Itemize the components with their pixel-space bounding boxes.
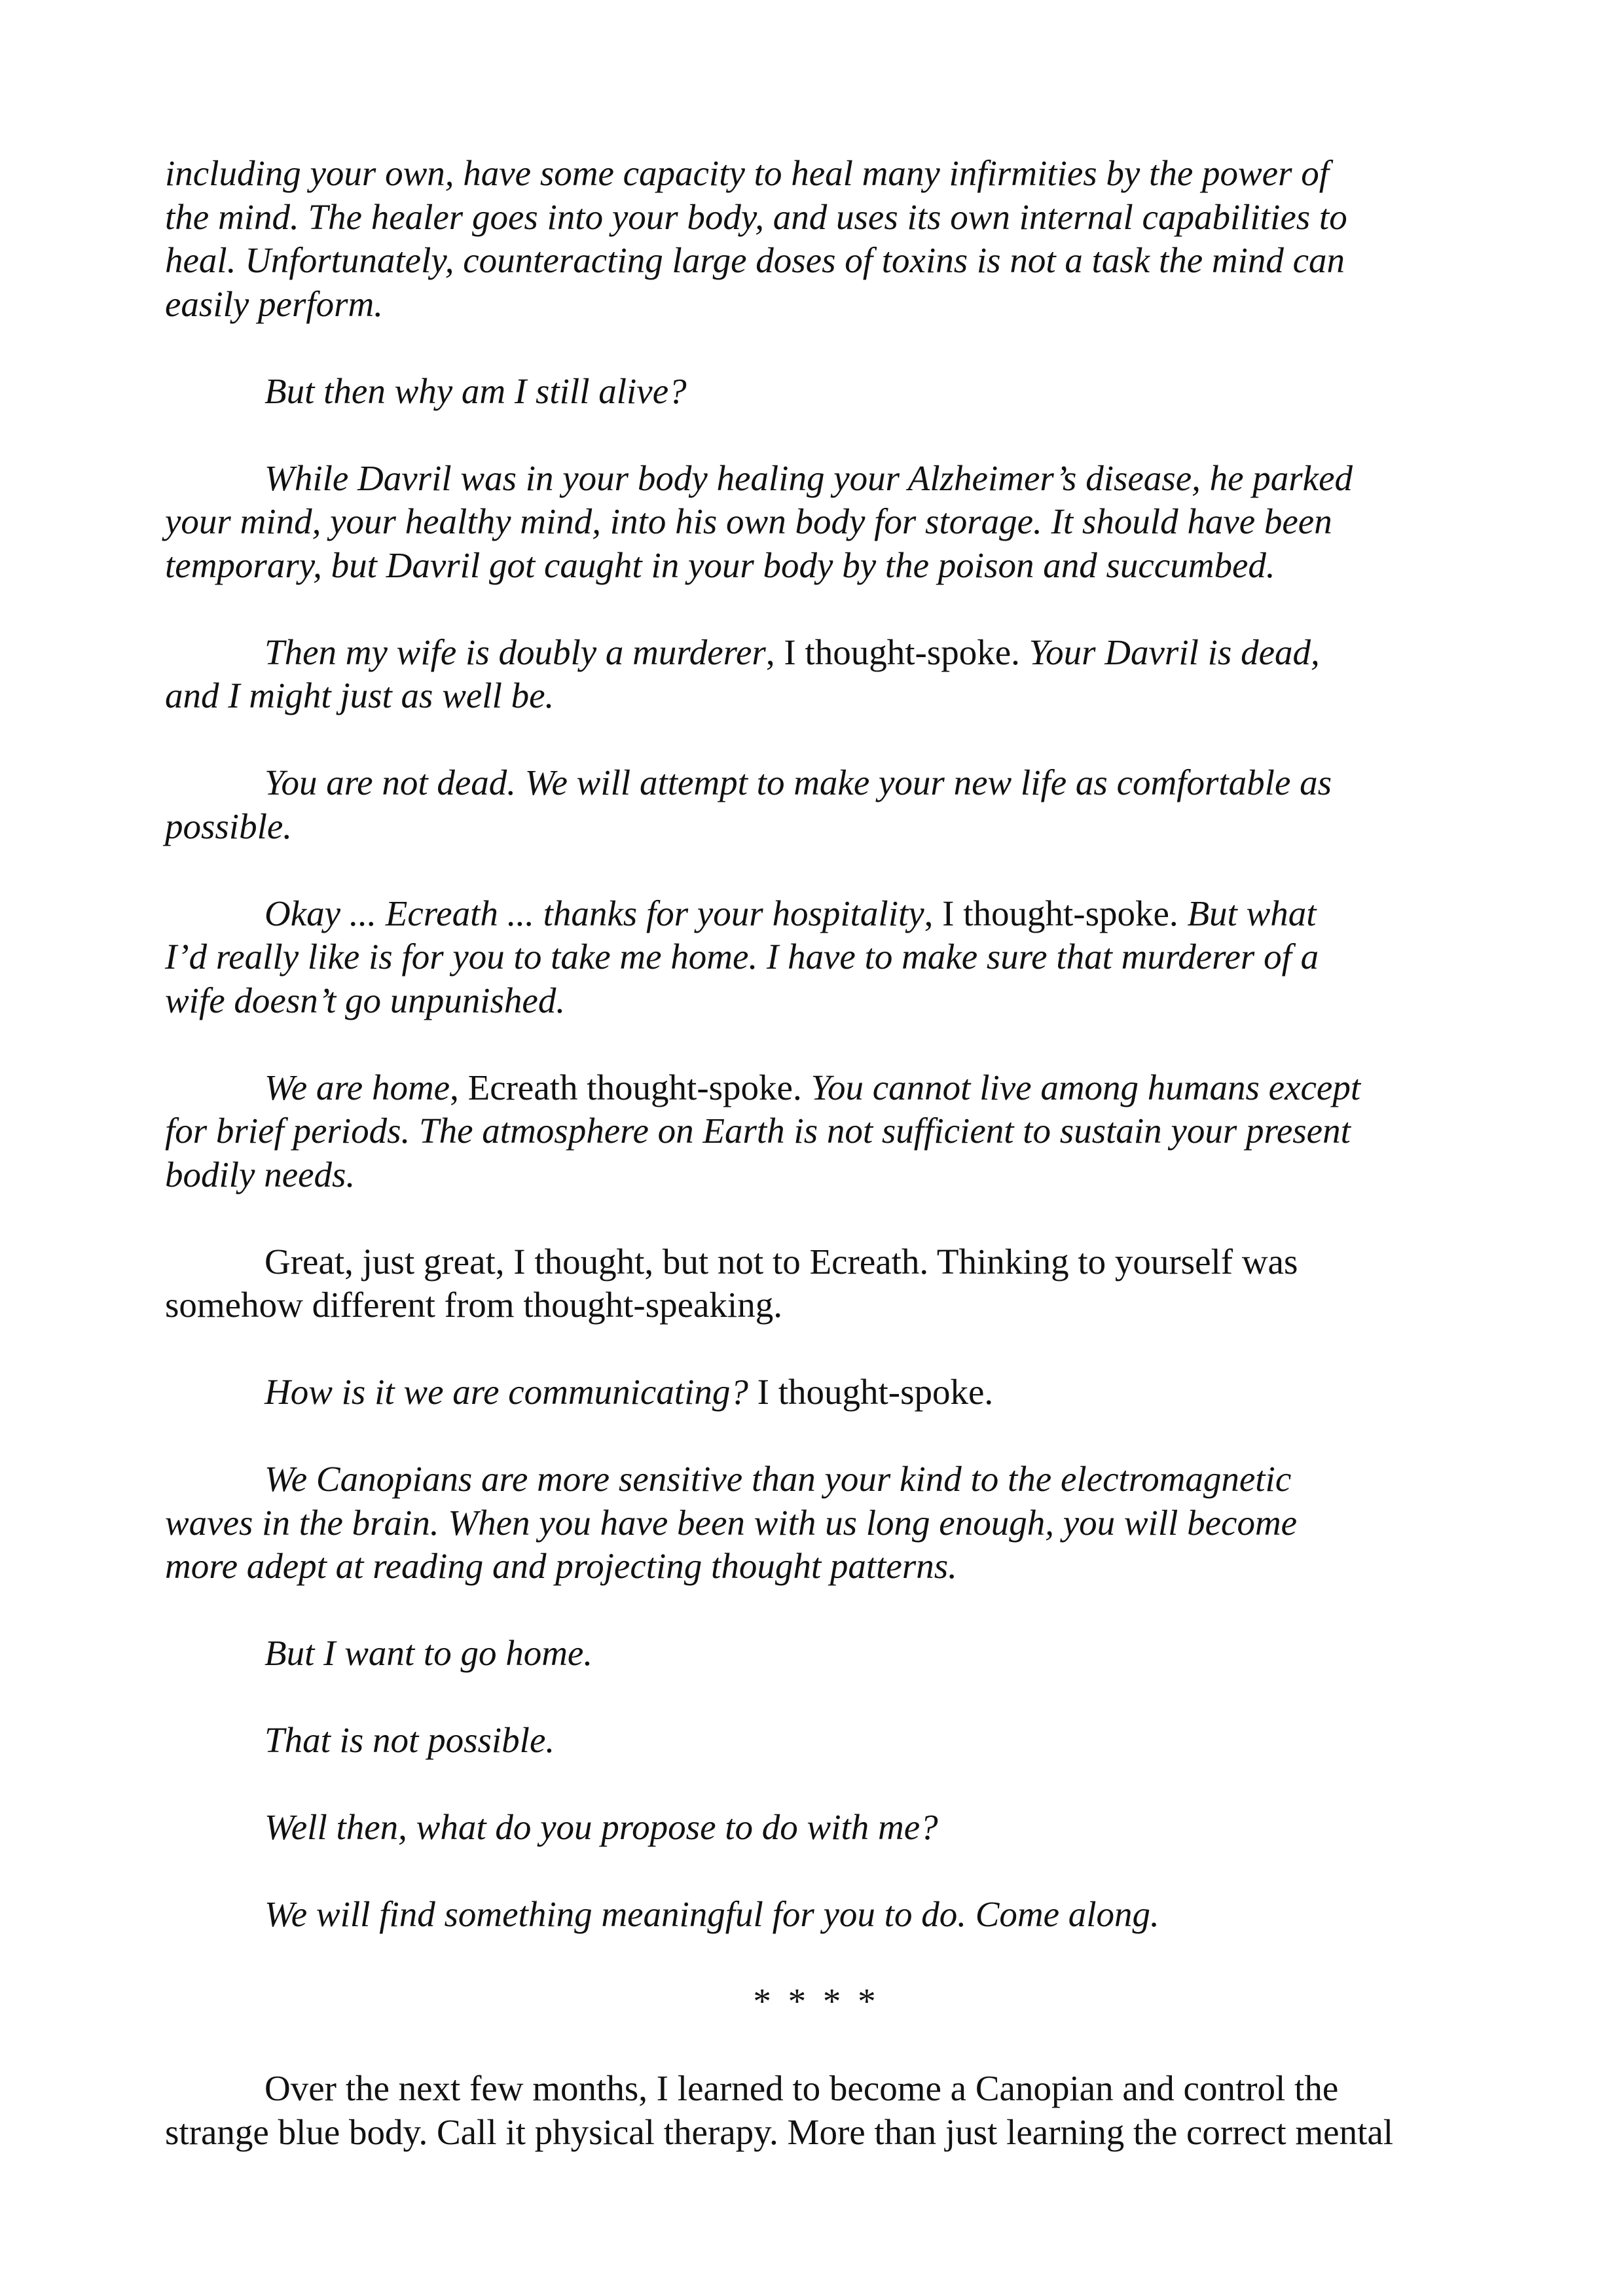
text-line [165, 674, 1468, 718]
text-run: , Ecreath thought-spoke. [450, 1067, 811, 1107]
text-line [165, 370, 1468, 414]
italic-text-run: heal. Unfortunately, counteracting large doses of toxins is not a task the mind can [165, 240, 1345, 280]
text-run: strange blue body. Call it physical therapy. More than just learning the correct mental [165, 2111, 1394, 2152]
section-separator: * * * * [753, 1981, 880, 2021]
paragraph [165, 1632, 1468, 1676]
text-line [165, 2111, 1468, 2155]
text-line [165, 805, 1468, 849]
italic-text-run: the mind. The healer goes into your body, and uses its own internal capabilities to [165, 196, 1347, 237]
body-text [165, 152, 1468, 1937]
text-line [165, 1719, 1468, 1763]
text-line [165, 1109, 1468, 1153]
text-line [165, 1632, 1468, 1676]
closing-text [165, 2067, 1468, 2154]
italic-text-run: Well then, what do you propose to do with me? [264, 1807, 938, 1847]
text-line [165, 979, 1468, 1023]
italic-text-run: bodily needs. [165, 1154, 356, 1194]
text-line [165, 1806, 1468, 1850]
text-line [165, 1458, 1468, 1501]
italic-text-run: including your own, have some capacity to heal many infirmities by the power of [165, 153, 1330, 193]
paragraph [165, 1240, 1468, 1327]
text-line [165, 1283, 1468, 1327]
text-run: , I thought-spoke. [924, 893, 1188, 933]
text-run: , I thought-spoke. [765, 632, 1029, 672]
text-line [165, 196, 1468, 240]
italic-text-run: for brief periods. The atmosphere on Earth is not sufficient to sustain your present [165, 1111, 1351, 1151]
text-line [165, 935, 1468, 979]
italic-text-run: Your Davril is dead, [1029, 632, 1320, 672]
italic-text-run: We will find something meaningful for you to do. Come along. [264, 1894, 1159, 1934]
text-line [165, 1371, 1468, 1414]
italic-text-run: and I might just as well be. [165, 675, 555, 715]
paragraph [165, 1893, 1468, 1937]
text-run: somehow different from thought-speaking. [165, 1285, 782, 1325]
paragraph [165, 1371, 1468, 1414]
italic-text-run: You cannot live among humans except [811, 1067, 1361, 1107]
paragraph [165, 761, 1468, 848]
text-line [165, 1153, 1468, 1197]
italic-text-run: How is it we are communicating? [264, 1372, 748, 1412]
text-line [165, 544, 1468, 588]
text-line [165, 1893, 1468, 1937]
italic-text-run: waves in the brain. When you have been with us long enough, you will become [165, 1502, 1298, 1543]
text-line [165, 2067, 1468, 2111]
text-run: Great, just great, I thought, but not to Ecreath. Thinking to yourself was [264, 1241, 1298, 1282]
paragraph [165, 457, 1468, 588]
text-line [165, 1240, 1468, 1284]
text-line [165, 500, 1468, 544]
text-run: Over the next few months, I learned to become a Canopian and control the [264, 2068, 1339, 2108]
paragraph [165, 2067, 1468, 2154]
text-line [165, 152, 1468, 196]
text-line [165, 631, 1468, 675]
italic-text-run: your mind, your healthy mind, into his own body for storage. It should have been [165, 501, 1332, 541]
italic-text-run: We are home [264, 1067, 450, 1107]
paragraph [165, 1458, 1468, 1588]
text-line [165, 761, 1468, 805]
italic-text-run: wife doesn’t go unpunished. [165, 980, 566, 1020]
italic-text-run: But what [1187, 893, 1317, 933]
paragraph [165, 152, 1468, 326]
italic-text-run: But I want to go home. [264, 1633, 593, 1673]
text-line [165, 892, 1468, 936]
text-line [165, 1545, 1468, 1588]
italic-text-run: more adept at reading and projecting thought patterns. [165, 1546, 957, 1586]
italic-text-run: Okay ... Ecreath ... thanks for your hospitality [264, 893, 924, 933]
text-line [165, 239, 1468, 283]
paragraph [165, 631, 1468, 718]
text-line [165, 1066, 1468, 1110]
italic-text-run: temporary, but Davril got caught in your body by the poison and succumbed. [165, 545, 1275, 585]
italic-text-run: easily perform. [165, 283, 384, 324]
italic-text-run: Then my wife is doubly a murderer [264, 632, 766, 672]
paragraph [165, 1066, 1468, 1197]
italic-text-run: While Davril was in your body healing your Alzheimer’s disease, he parked [264, 457, 1353, 498]
text-run: I thought-spoke. [748, 1372, 994, 1412]
paragraph [165, 1806, 1468, 1850]
italic-text-run: You are not dead. We will attempt to make your new life as comfortable as [264, 762, 1332, 802]
italic-text-run: That is not possible. [264, 1720, 555, 1760]
text-line [165, 283, 1468, 327]
italic-text-run: possible. [165, 806, 293, 846]
paragraph [165, 370, 1468, 414]
paragraph [165, 892, 1468, 1023]
document-page [165, 152, 1468, 2198]
italic-text-run: But then why am I still alive? [264, 370, 687, 411]
text-line [165, 457, 1468, 501]
text-line [165, 1501, 1468, 1545]
paragraph [165, 1719, 1468, 1763]
italic-text-run: I’d really like is for you to take me home. I have to make sure that murderer of a [165, 937, 1319, 977]
italic-text-run: We Canopians are more sensitive than your kind to the electromagnetic [264, 1459, 1292, 1499]
